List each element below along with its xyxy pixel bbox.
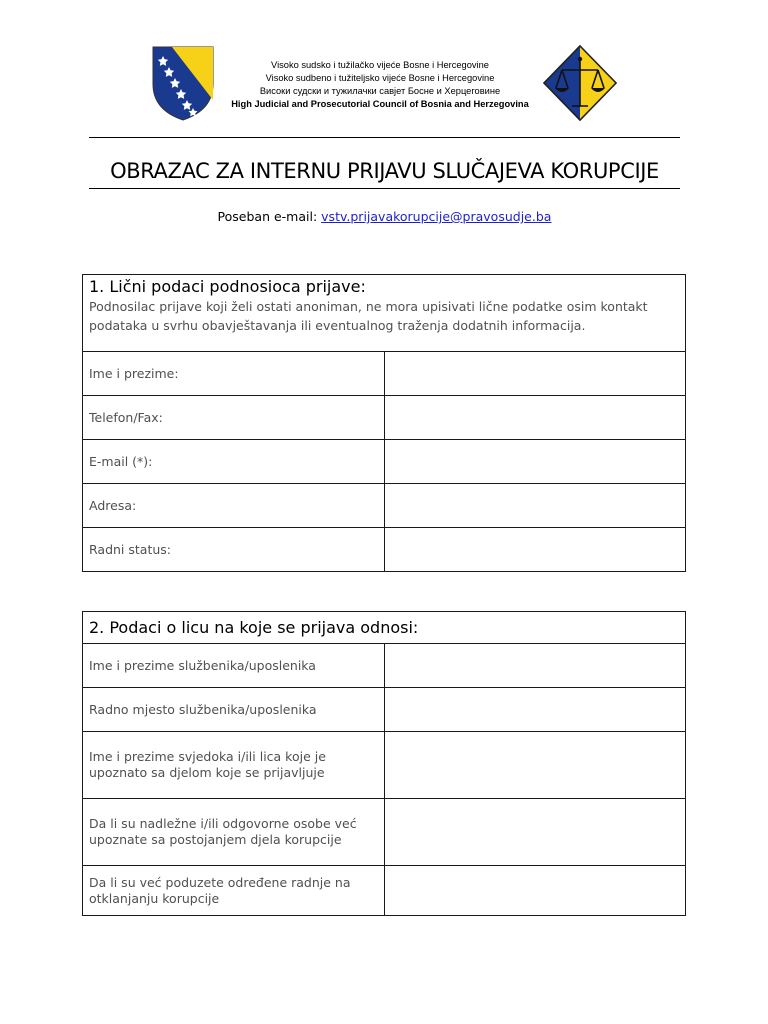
witness-name-field[interactable] xyxy=(384,732,686,799)
section1-header xyxy=(83,275,686,352)
table-row xyxy=(83,644,686,688)
email-label: Poseban e-mail: xyxy=(217,209,322,224)
name-label: Ime i prezime: xyxy=(83,352,385,396)
actions-taken-field[interactable] xyxy=(384,866,686,916)
employment-status-label: Radni status: xyxy=(83,528,385,572)
table-row xyxy=(83,799,686,866)
table-row xyxy=(83,440,686,484)
section1-heading: 1. Lični podaci podnosioca prijave: xyxy=(89,277,366,296)
table-row xyxy=(83,396,686,440)
scales-of-justice-emblem-icon xyxy=(542,44,618,122)
email-link[interactable]: vstv.prijavakorupcije@pravosudje.ba xyxy=(321,209,552,224)
institution-line-2: Visoko sudbeno i tužiteljsko vijeće Bosne i Hercegovine xyxy=(265,73,495,83)
employment-status-field[interactable] xyxy=(384,528,686,572)
institution-name xyxy=(230,59,530,111)
table-row xyxy=(83,866,686,916)
header-divider xyxy=(89,137,680,138)
employee-name-label: Ime i prezime službenika/uposlenika xyxy=(83,644,385,688)
reported-person-table xyxy=(82,611,686,916)
institution-line-4: High Judicial and Prosecutorial Council of Bosnia and Herzegovina xyxy=(231,99,529,109)
employee-position-label: Radno mjesto službenika/uposlenika xyxy=(83,688,385,732)
table-row xyxy=(83,732,686,799)
email-field[interactable] xyxy=(384,440,686,484)
institution-line-1: Visoko sudsko i tužilačko vijeće Bosne i Hercegovine xyxy=(271,60,489,70)
table-row xyxy=(83,484,686,528)
phone-fax-field[interactable] xyxy=(384,396,686,440)
name-field[interactable] xyxy=(384,352,686,396)
employee-position-field[interactable] xyxy=(384,688,686,732)
section1-description: Podnosilac prijave koji želi ostati anoniman, ne mora upisivati lične podatke osim kontakt podataka u svrhu obavještavanja ili eventualnog traženja dodatnih informacija. xyxy=(89,299,648,333)
authorities-aware-field[interactable] xyxy=(384,799,686,866)
section2-header xyxy=(83,612,686,644)
authorities-aware-label: Da li su nadležne i/ili odgovorne osobe već upoznate sa postojanjem djela korupcije xyxy=(83,799,385,866)
table-row xyxy=(83,528,686,572)
table-row xyxy=(83,352,686,396)
employee-name-field[interactable] xyxy=(384,644,686,688)
institution-line-3: Високи судски и тужилачки савјет Босне и Херцеговине xyxy=(259,86,501,96)
document-title: OBRAZAC ZA INTERNU PRIJAVU SLUČAJEVA KORUPCIJE xyxy=(110,159,659,183)
phone-fax-label: Telefon/Fax: xyxy=(83,396,385,440)
email-field-label: E-mail (*): xyxy=(83,440,385,484)
personal-data-table xyxy=(82,274,686,572)
witness-name-label: Ime i prezime svjedoka i/ili lica koje je upoznato sa djelom koje se prijavljuje xyxy=(83,732,385,799)
email-line xyxy=(89,209,680,224)
section2-heading: 2. Podaci o licu na koje se prijava odnosi: xyxy=(89,617,419,637)
table-row xyxy=(83,688,686,732)
address-field[interactable] xyxy=(384,484,686,528)
address-label: Adresa: xyxy=(83,484,385,528)
actions-taken-label: Da li su već poduzete određene radnje na otklanjanju korupcije xyxy=(83,866,385,916)
bih-coat-of-arms-icon xyxy=(150,44,216,122)
title-underline xyxy=(89,188,680,189)
